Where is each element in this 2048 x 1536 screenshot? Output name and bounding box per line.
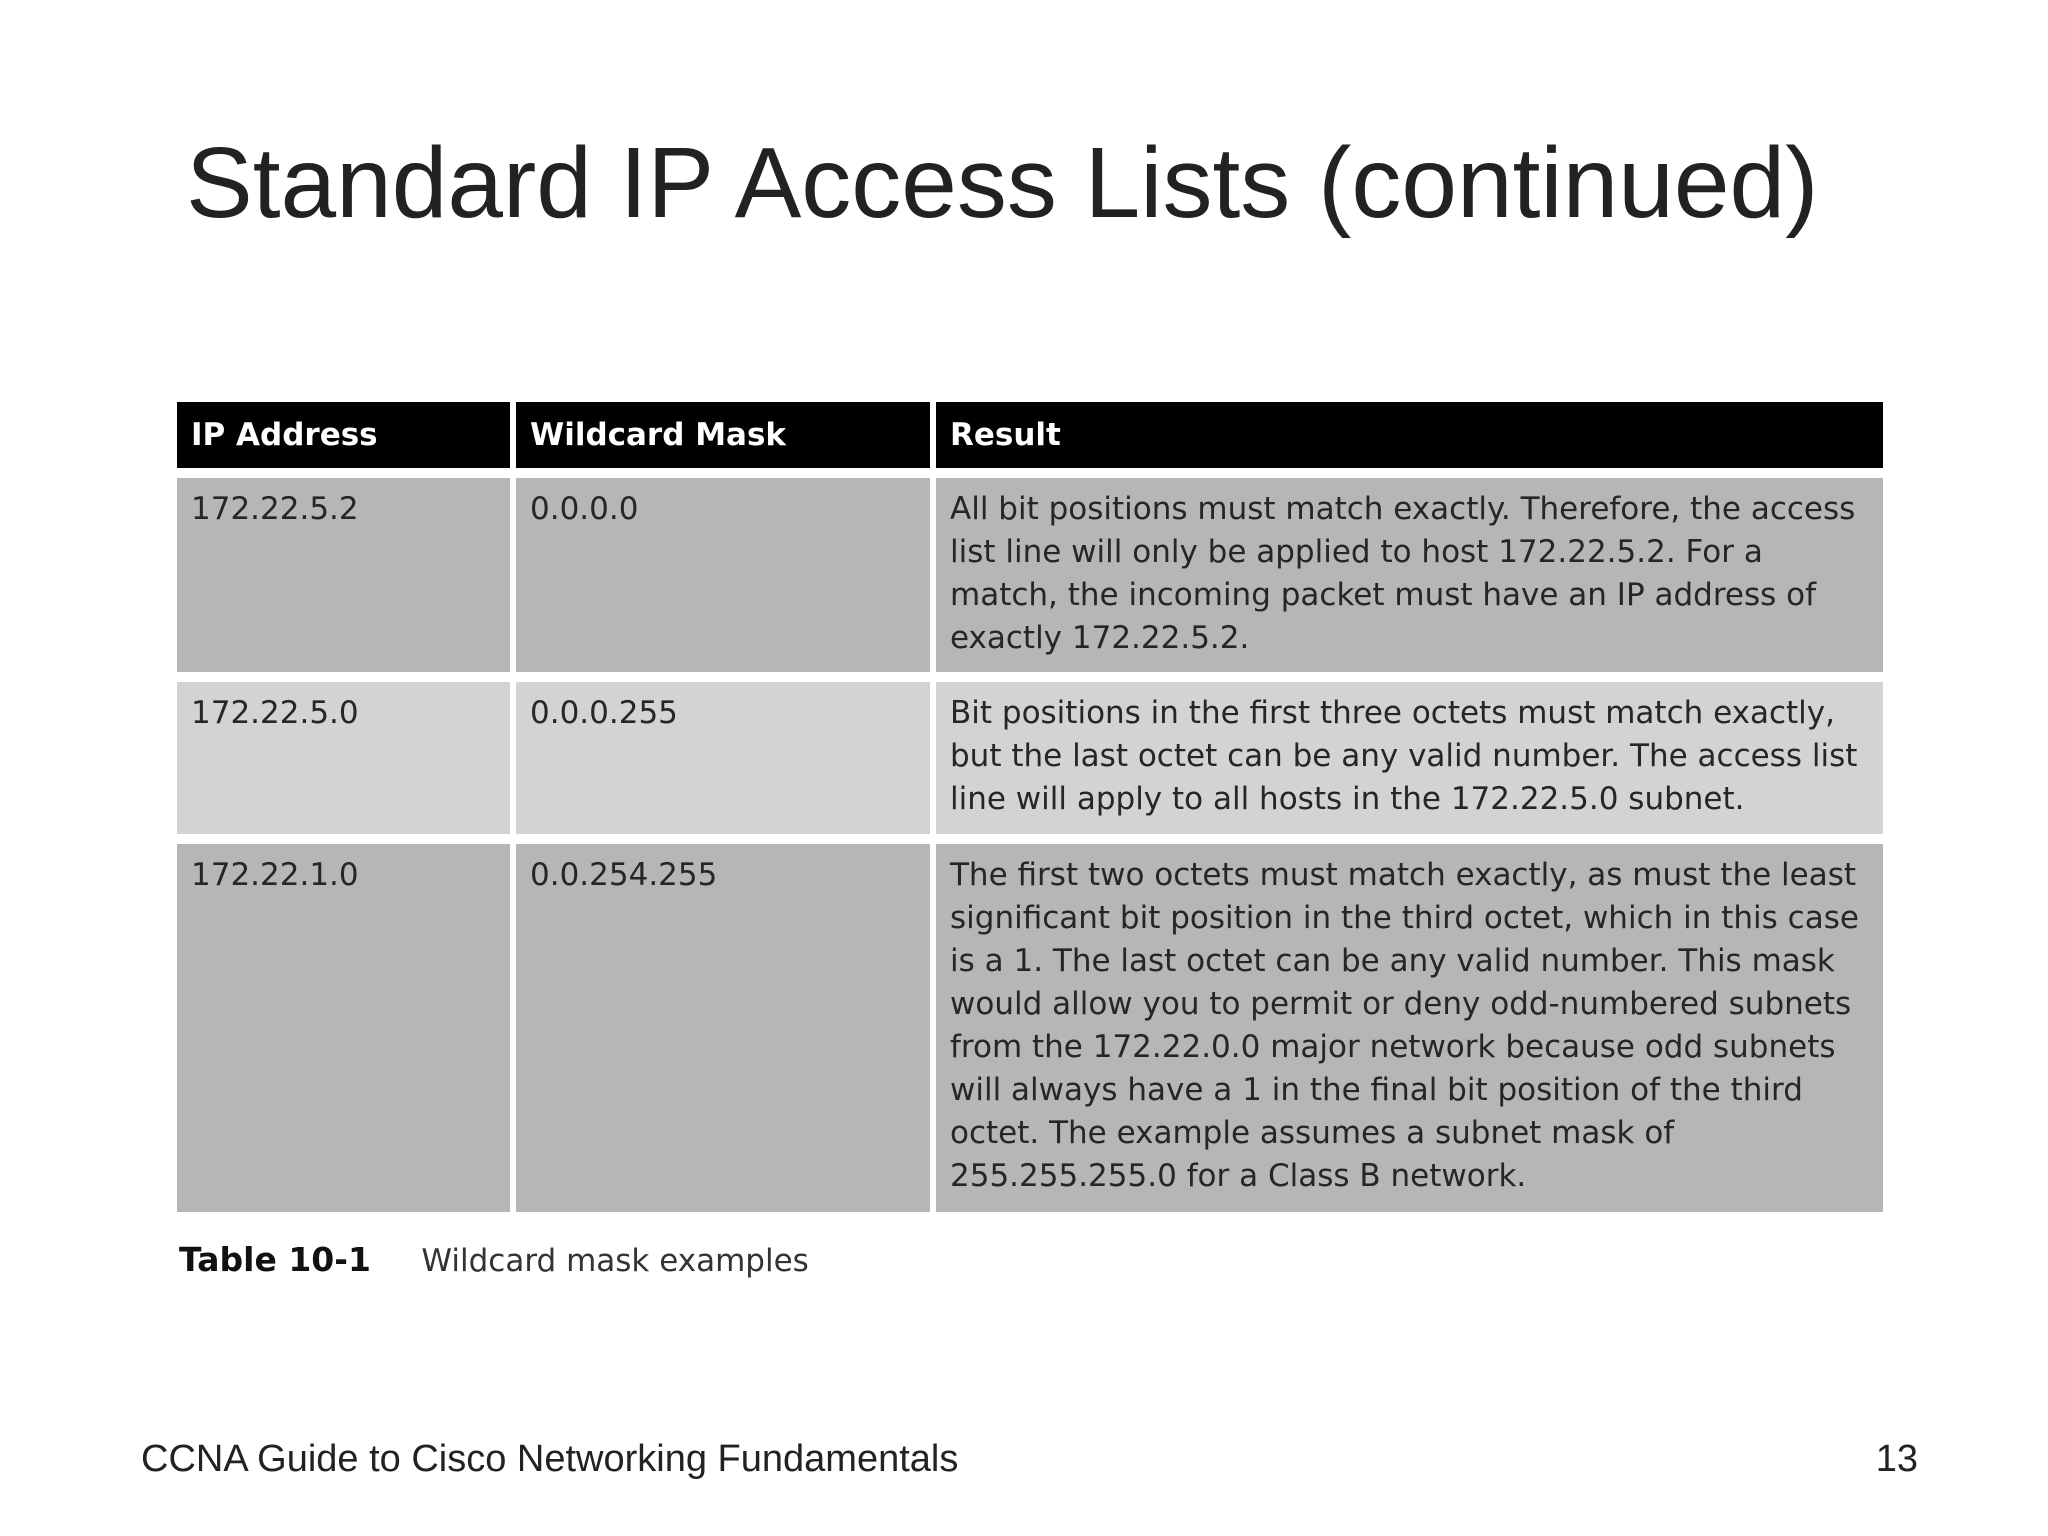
footer-text: CCNA Guide to Cisco Networking Fundamentals bbox=[141, 1438, 959, 1480]
cell-ip-address: 172.22.5.0 bbox=[177, 682, 510, 834]
slide-title: Standard IP Access Lists (continued) bbox=[186, 127, 1819, 239]
cell-wildcard-mask: 0.0.254.255 bbox=[516, 844, 930, 1212]
header-wildcard-mask: Wildcard Mask bbox=[516, 402, 930, 468]
cell-result: The first two octets must match exactly, as must the least significant bit position in the third octet, which in this case is a 1. The last octet can be any valid number. This mask would allow you to permit or deny odd-numbered subnets from the 172.22.0.0 major network because odd subnets will always have a 1 in the final bit position of the third octet. The example assumes a subnet mask of 255.255.255.0 for a Class B network. bbox=[936, 844, 1883, 1212]
cell-ip-address: 172.22.5.2 bbox=[177, 478, 510, 672]
table-header-row bbox=[177, 402, 1883, 468]
caption-text: Wildcard mask examples bbox=[421, 1243, 809, 1279]
table-caption bbox=[179, 1236, 809, 1285]
cell-ip-address: 172.22.1.0 bbox=[177, 844, 510, 1212]
table-row bbox=[177, 844, 1883, 1212]
caption-label: Table 10-1 bbox=[179, 1240, 371, 1279]
cell-wildcard-mask: 0.0.0.0 bbox=[516, 478, 930, 672]
wildcard-mask-table bbox=[171, 392, 1889, 1222]
header-ip-address: IP Address bbox=[177, 402, 510, 468]
cell-wildcard-mask: 0.0.0.255 bbox=[516, 682, 930, 834]
cell-result: All bit positions must match exactly. Therefore, the access list line will only be applied to host 172.22.5.2. For a match, the incoming packet must have an IP address of exactly 172.22.5.2. bbox=[936, 478, 1883, 672]
table-row bbox=[177, 682, 1883, 834]
cell-result: Bit positions in the first three octets must match exactly, but the last octet can be any valid number. The access list line will apply to all hosts in the 172.22.5.0 subnet. bbox=[936, 682, 1883, 834]
table-row bbox=[177, 478, 1883, 672]
header-result: Result bbox=[936, 402, 1883, 468]
page-number: 13 bbox=[1875, 1438, 1918, 1480]
